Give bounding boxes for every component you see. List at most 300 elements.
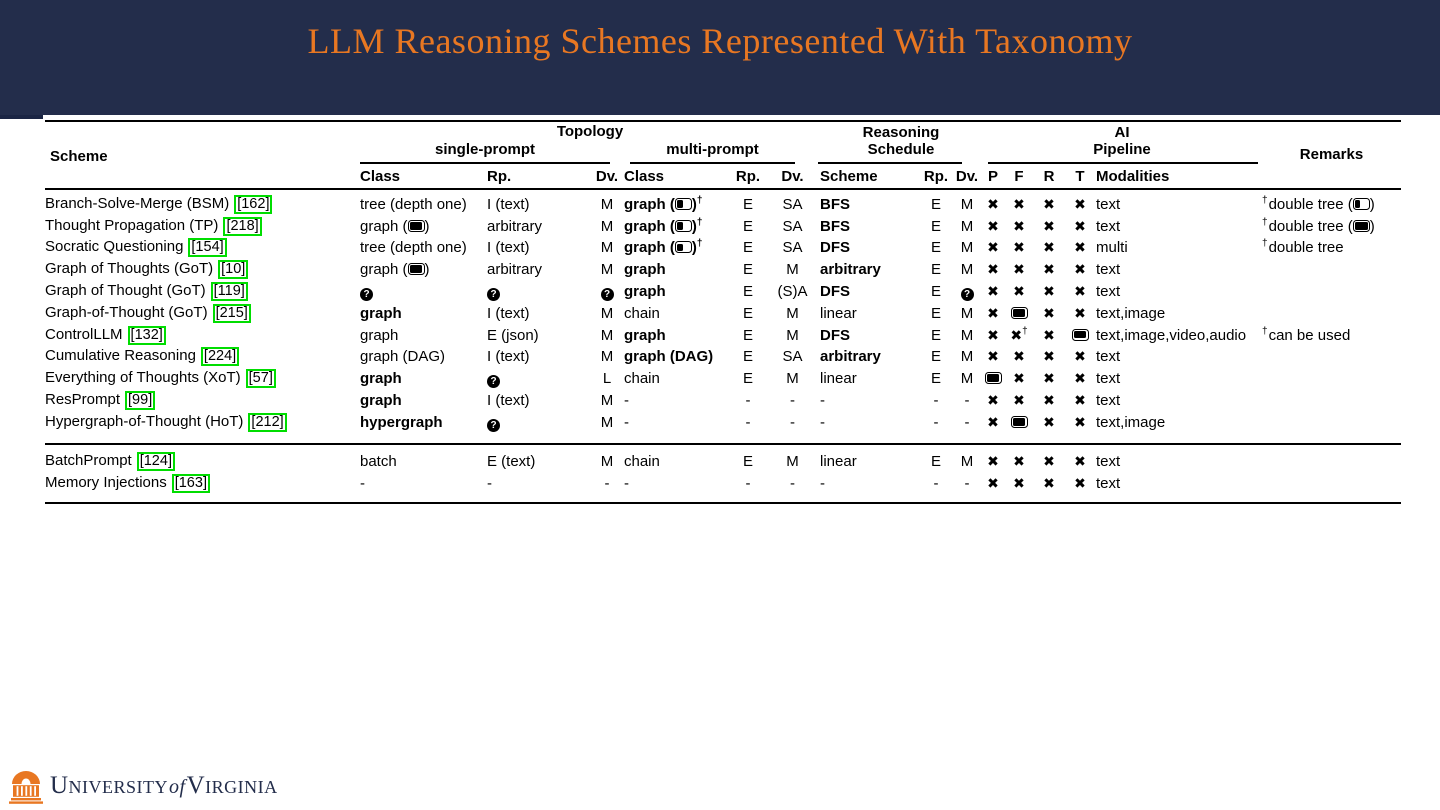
flag-t <box>1064 196 1096 213</box>
flag-r <box>1034 475 1064 492</box>
multi-class: chain <box>624 370 660 388</box>
cross-icon: ✖ <box>987 284 999 301</box>
flag-f <box>1004 414 1034 431</box>
modalities: text <box>1096 474 1121 492</box>
dagger-mark: † <box>1262 216 1268 228</box>
flag-t <box>1064 348 1096 365</box>
dagger-mark: † <box>696 216 703 228</box>
flag-p <box>982 261 1004 278</box>
single-class: graph (DAG) <box>360 348 446 366</box>
citation-link[interactable]: [10] <box>218 260 248 279</box>
cross-icon: ✖ <box>987 218 999 235</box>
multi-rp: E <box>742 283 753 301</box>
frame-full-icon <box>1072 329 1089 341</box>
university-logo <box>8 768 278 804</box>
flag-f <box>1004 370 1034 387</box>
cross-icon: ✖ <box>987 414 999 431</box>
cross-icon: ✖ <box>1043 414 1055 431</box>
header-single-prompt: single-prompt <box>435 141 535 158</box>
scheme <box>45 474 360 493</box>
schedule-scheme: - <box>820 392 825 410</box>
multi-class: graph ( )† <box>624 238 703 257</box>
dagger-mark: † <box>1022 325 1028 337</box>
cross-icon: ✖ <box>1013 371 1025 388</box>
col-schedule-rp: Rp. <box>923 167 949 185</box>
flag-f <box>1004 305 1034 322</box>
dagger-mark: † <box>696 238 703 250</box>
flag-f <box>1004 327 1034 344</box>
frame-half-icon <box>675 241 692 253</box>
scheme <box>45 326 360 345</box>
cross-icon: ✖ <box>987 240 999 257</box>
flag-t <box>1064 453 1096 470</box>
flag-p <box>982 196 1004 213</box>
citation-link[interactable]: [224] <box>201 347 239 366</box>
modalities: text,image <box>1096 304 1166 322</box>
multi-rp: E <box>742 239 753 257</box>
frame-full-icon <box>1011 416 1028 428</box>
table-body-main <box>45 194 1401 434</box>
flag-p <box>982 392 1004 409</box>
schedule-rp: E <box>930 370 941 388</box>
cross-icon: ✖ <box>987 475 999 492</box>
single-rp: E (text) <box>487 453 536 471</box>
schedule-scheme: - <box>820 413 825 431</box>
schedule-dv: - <box>964 474 970 492</box>
scheme-name: Hypergraph-of-Thought (HoT) <box>45 412 244 430</box>
modalities: text <box>1096 283 1121 301</box>
header-topology: Topology <box>556 123 624 140</box>
table-row <box>45 215 1401 237</box>
schedule-scheme: DFS <box>820 239 850 257</box>
flag-t <box>1064 475 1096 492</box>
multi-class: graph (DAG) <box>624 348 714 366</box>
multi-rp: - <box>745 392 751 410</box>
cross-icon: ✖ <box>1074 196 1086 213</box>
multi-rp: E <box>742 348 753 366</box>
single-rp: arbitrary <box>487 261 543 279</box>
cross-icon: ✖ <box>1043 218 1055 235</box>
schedule-dv: M <box>960 370 974 388</box>
scheme-name: ControlLLM <box>45 325 123 343</box>
flag-r <box>1034 392 1064 409</box>
schedule-rp: E <box>930 217 941 235</box>
schedule-dv: M <box>960 195 974 213</box>
modalities: text <box>1096 261 1121 279</box>
single-class: graph <box>360 326 399 344</box>
cross-icon: ✖ <box>1013 240 1025 257</box>
question-icon: ? <box>360 288 373 301</box>
cross-icon: ✖ <box>1013 475 1025 492</box>
flag-t <box>1064 239 1096 256</box>
flag-p <box>982 218 1004 235</box>
citation-link[interactable]: [57] <box>246 369 276 388</box>
schedule-dv: M <box>960 304 974 322</box>
citation-link[interactable]: [163] <box>172 474 210 493</box>
citation-link[interactable]: [162] <box>234 195 272 214</box>
table-row <box>45 324 1401 346</box>
scheme <box>45 304 360 323</box>
remarks: †double tree <box>1262 238 1344 257</box>
single-dv: M <box>600 304 614 322</box>
schedule-scheme: arbitrary <box>820 348 881 366</box>
schedule-scheme: linear <box>820 370 857 388</box>
cross-icon: ✖ <box>1074 240 1086 257</box>
scheme-name: Graph of Thought (GoT) <box>45 282 206 300</box>
flag-t <box>1064 392 1096 409</box>
schedule-rp: E <box>930 195 941 213</box>
scheme-name: Graph of Thoughts (GoT) <box>45 260 214 278</box>
multi-rp: E <box>742 217 753 235</box>
multi-class: - <box>624 413 629 431</box>
dagger-mark: † <box>1262 325 1268 337</box>
col-p: P <box>987 167 998 185</box>
scheme-name: Graph-of-Thought (GoT) <box>45 303 208 321</box>
flag-f <box>1004 283 1034 300</box>
flag-r <box>1034 305 1064 322</box>
cross-icon: ✖ <box>1043 284 1055 301</box>
cross-icon: ✖ <box>1043 262 1055 279</box>
multi-class: graph ( )† <box>624 216 703 235</box>
question-icon: ? <box>601 288 614 301</box>
multi-rp: E <box>742 261 753 279</box>
rule-reasoning <box>818 162 962 164</box>
schedule-dv: M <box>960 239 974 257</box>
citation-link[interactable]: [218] <box>223 217 261 236</box>
schedule-dv: - <box>964 392 970 410</box>
scheme-name: Socratic Questioning <box>45 238 184 256</box>
citation-link[interactable]: [212] <box>248 413 286 432</box>
single-dv: M <box>600 392 614 410</box>
multi-rp: E <box>742 326 753 344</box>
multi-dv: M <box>786 453 799 471</box>
flag-p <box>982 283 1004 300</box>
multi-dv: SA <box>782 348 803 366</box>
col-r: R <box>1043 167 1055 185</box>
flag-t <box>1064 218 1096 235</box>
citation-link[interactable]: [124] <box>137 452 175 471</box>
schedule-scheme: - <box>820 474 825 492</box>
remarks: †double tree ( ) <box>1262 194 1375 213</box>
scheme-name: Cumulative Reasoning <box>45 347 196 365</box>
cross-icon: ✖ <box>987 349 999 366</box>
schedule-scheme: linear <box>820 304 857 322</box>
table-row <box>45 451 1401 473</box>
multi-rp: E <box>742 453 753 471</box>
single-dv <box>590 282 624 301</box>
frame-half-icon <box>675 220 692 232</box>
cross-icon: ✖ <box>1013 196 1025 213</box>
flag-f <box>1004 196 1034 213</box>
multi-dv: - <box>790 413 795 431</box>
col-modalities: Modalities <box>1096 167 1170 185</box>
scheme <box>45 195 360 214</box>
single-class: graph ( ) <box>360 217 430 235</box>
single-dv: L <box>602 370 612 388</box>
single-dv: M <box>600 453 614 471</box>
schedule-rp: - <box>933 413 939 431</box>
scheme <box>45 217 360 236</box>
modalities: text <box>1096 453 1121 471</box>
flag-t <box>1064 327 1096 344</box>
schedule-rp: E <box>930 239 941 257</box>
scheme <box>45 238 360 257</box>
university-logo-text: UniversityofVirginia <box>50 772 278 799</box>
citation-link[interactable]: [132] <box>128 326 166 345</box>
multi-class: - <box>624 474 629 492</box>
rule-ai-pipeline <box>988 162 1258 164</box>
single-dv: M <box>600 239 614 257</box>
rule-single-prompt <box>360 162 610 164</box>
table-body-secondary <box>45 451 1401 495</box>
frame-full-icon <box>985 372 1002 384</box>
cross-icon: ✖ <box>987 305 999 322</box>
scheme-name: ResPrompt <box>45 391 121 409</box>
schedule-rp: E <box>930 453 941 471</box>
modalities: text <box>1096 392 1121 410</box>
cross-icon: ✖ <box>987 196 999 213</box>
scheme-name: Branch-Solve-Merge (BSM) <box>45 194 230 212</box>
col-schedule-scheme: Scheme <box>820 167 878 185</box>
single-dv: M <box>600 326 614 344</box>
question-icon: ? <box>487 419 500 432</box>
slide-header-bar <box>0 0 1440 115</box>
cross-icon: ✖ <box>1043 454 1055 471</box>
single-rp: E (json) <box>487 326 539 344</box>
multi-dv: SA <box>782 217 803 235</box>
single-class: hypergraph <box>360 413 443 431</box>
schedule-scheme: BFS <box>820 195 850 213</box>
rule-multi-prompt <box>630 162 795 164</box>
flag-t <box>1064 414 1096 431</box>
schedule-dv: M <box>960 261 974 279</box>
scheme <box>45 347 360 366</box>
flag-r <box>1034 218 1064 235</box>
scheme <box>45 260 360 279</box>
flag-r <box>1034 239 1064 256</box>
frame-full-icon <box>1011 307 1028 319</box>
scheme <box>45 413 360 432</box>
citation-link[interactable]: [215] <box>213 304 251 323</box>
schedule-rp: - <box>933 474 939 492</box>
single-dv: M <box>600 261 614 279</box>
single-rp: I (text) <box>487 195 530 213</box>
single-rp: arbitrary <box>487 217 543 235</box>
cross-icon: ✖ <box>1074 393 1086 410</box>
schedule-rp: E <box>930 326 941 344</box>
schedule-dv: M <box>960 453 974 471</box>
single-dv: - <box>604 474 610 492</box>
cross-icon: ✖ <box>1013 284 1025 301</box>
modalities: text <box>1096 217 1121 235</box>
single-rp: I (text) <box>487 392 530 410</box>
frame-half-icon <box>1353 198 1370 210</box>
multi-dv: M <box>786 326 799 344</box>
cross-icon: ✖ <box>1074 371 1086 388</box>
cross-icon: ✖ <box>1074 262 1086 279</box>
multi-dv: - <box>790 474 795 492</box>
single-rp: I (text) <box>487 348 530 366</box>
flag-p <box>982 453 1004 470</box>
cross-icon: ✖ <box>1074 284 1086 301</box>
scheme <box>45 391 360 410</box>
table-mid-rule <box>45 188 1401 190</box>
multi-dv: M <box>786 370 799 388</box>
citation-link[interactable]: [154] <box>188 238 226 257</box>
col-multi-rp: Rp. <box>735 167 761 185</box>
table-row <box>45 259 1401 281</box>
flag-p <box>982 305 1004 322</box>
scheme-name: BatchPrompt <box>45 452 132 470</box>
cross-icon: ✖ <box>1074 349 1086 366</box>
flag-t <box>1064 261 1096 278</box>
flag-p <box>982 239 1004 256</box>
schedule-rp: E <box>930 261 941 279</box>
schedule-dv: M <box>960 217 974 235</box>
modalities: text,image <box>1096 413 1166 431</box>
flag-r <box>1034 414 1064 431</box>
table-row <box>45 281 1401 303</box>
schedule-scheme: arbitrary <box>820 261 881 279</box>
single-dv: M <box>600 217 614 235</box>
uva-rotunda-icon <box>8 768 44 804</box>
flag-p <box>982 414 1004 431</box>
multi-class: graph <box>624 283 666 301</box>
table-header <box>45 122 1401 188</box>
flag-f <box>1004 239 1034 256</box>
cross-icon: ✖ <box>987 393 999 410</box>
cross-icon: ✖ <box>1074 218 1086 235</box>
flag-f <box>1004 392 1034 409</box>
modalities: multi <box>1096 239 1128 257</box>
schedule-rp: E <box>930 348 941 366</box>
cross-icon: ✖ <box>1074 454 1086 471</box>
cross-icon: ✖ <box>1043 371 1055 388</box>
flag-r <box>1034 261 1064 278</box>
cross-icon: ✖ <box>1013 393 1025 410</box>
flag-p <box>982 370 1004 387</box>
header-accent-tab <box>0 115 43 119</box>
citation-link[interactable]: [99] <box>125 391 155 410</box>
cross-icon: ✖ <box>1074 305 1086 322</box>
multi-dv: (S)A <box>777 283 808 301</box>
scheme <box>45 369 360 388</box>
modalities: text <box>1096 348 1121 366</box>
taxonomy-table <box>45 120 1401 504</box>
cross-icon: ✖ <box>1013 454 1025 471</box>
cross-icon: ✖ <box>1013 349 1025 366</box>
question-icon: ? <box>487 375 500 388</box>
single-class: tree (depth one) <box>360 195 467 213</box>
cross-icon: ✖ <box>1043 393 1055 410</box>
table-row <box>45 302 1401 324</box>
modalities: text,image,video,audio <box>1096 326 1247 344</box>
schedule-scheme: linear <box>820 453 857 471</box>
schedule-scheme: DFS <box>820 283 850 301</box>
flag-f <box>1004 218 1034 235</box>
flag-p <box>982 475 1004 492</box>
column-header-row <box>45 166 1401 186</box>
single-rp <box>487 369 590 388</box>
schedule-rp: - <box>933 392 939 410</box>
single-class: - <box>360 474 365 492</box>
cross-icon: ✖ <box>1043 305 1055 322</box>
col-multi-dv: Dv. <box>781 167 804 185</box>
schedule-dv: M <box>960 348 974 366</box>
dagger-mark: † <box>696 194 703 206</box>
table-row <box>45 194 1401 216</box>
single-class: graph <box>360 304 402 322</box>
table-row <box>45 346 1401 368</box>
flag-f <box>1004 453 1034 470</box>
question-icon: ? <box>487 288 500 301</box>
cross-icon: ✖ <box>1074 475 1086 492</box>
dagger-mark: † <box>1262 194 1268 206</box>
single-class: graph ( ) <box>360 261 430 279</box>
single-dv: M <box>600 413 614 431</box>
flag-r <box>1034 370 1064 387</box>
multi-rp: - <box>745 413 751 431</box>
scheme-name: Everything of Thoughts (XoT) <box>45 369 241 387</box>
scheme <box>45 282 360 301</box>
single-class: graph <box>360 392 402 410</box>
flag-r <box>1034 348 1064 365</box>
frame-half-icon <box>675 198 692 210</box>
cross-icon: ✖ <box>987 327 999 344</box>
flag-t <box>1064 370 1096 387</box>
dagger-mark: † <box>1262 238 1268 250</box>
multi-class: chain <box>624 304 660 322</box>
col-t: T <box>1075 167 1085 185</box>
col-f: F <box>1014 167 1024 185</box>
table-bottom-rule <box>45 502 1401 504</box>
slide-title: LLM Reasoning Schemes Represented With Taxonomy <box>307 21 1133 61</box>
flag-f <box>1004 261 1034 278</box>
cross-icon: ✖ <box>1043 475 1055 492</box>
table-row <box>45 237 1401 259</box>
multi-dv: M <box>786 261 799 279</box>
single-rp: I (text) <box>487 304 530 322</box>
flag-f <box>1004 475 1034 492</box>
multi-dv: SA <box>782 195 803 213</box>
header-multi-prompt: multi-prompt <box>666 141 759 158</box>
single-rp: I (text) <box>487 239 530 257</box>
cross-icon: ✖ <box>1043 240 1055 257</box>
schedule-dv: - <box>964 413 970 431</box>
citation-link[interactable]: [119] <box>211 282 248 301</box>
flag-f <box>1004 348 1034 365</box>
flag-r <box>1034 327 1064 344</box>
single-class: graph <box>360 370 402 388</box>
cross-icon: ✖ <box>1010 327 1023 344</box>
table-section-rule <box>45 443 1401 445</box>
single-dv: M <box>600 348 614 366</box>
schedule-scheme: BFS <box>820 217 850 235</box>
flag-t <box>1064 283 1096 300</box>
remarks: †double tree ( ) <box>1262 216 1375 235</box>
multi-class: graph <box>624 261 666 279</box>
multi-rp: E <box>742 195 753 213</box>
multi-class: graph <box>624 326 666 344</box>
flag-p <box>982 327 1004 344</box>
col-schedule-dv: Dv. <box>955 167 979 185</box>
scheme <box>45 452 360 471</box>
col-single-class: Class <box>360 167 401 185</box>
remarks: †can be used <box>1262 325 1351 344</box>
frame-full-icon <box>1353 220 1370 232</box>
cross-icon: ✖ <box>1043 349 1055 366</box>
table-row <box>45 368 1401 390</box>
